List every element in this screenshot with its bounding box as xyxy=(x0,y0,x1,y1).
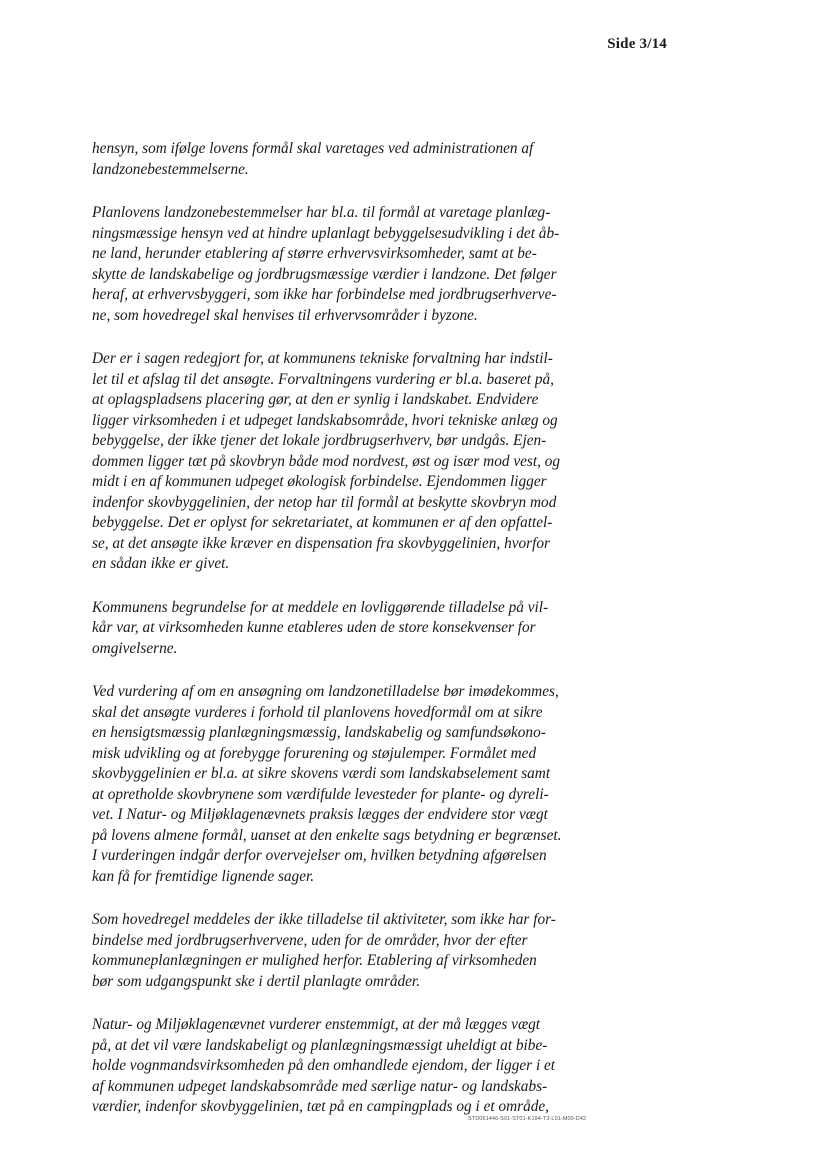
text-line: bebyggelse. Det er oplyst for sekretariatet, at kommunen er af den opfattel- xyxy=(92,514,553,531)
page-number: Side 3/14 xyxy=(607,36,667,52)
text-line: Ved vurdering af om en ansøgning om landzonetilladelse bør imødekommes, xyxy=(92,683,559,700)
text-line: Som hovedregel meddeles der ikke tilladelse til aktiviteter, som ikke har for- xyxy=(92,911,556,928)
text-line: Planlovens landzonebestemmelser har bl.a. til formål at varetage planlæg- xyxy=(92,204,551,221)
text-line: skovbyggelinien er bl.a. at sikre skovens værdi som landskabselement samt xyxy=(92,765,551,782)
text-line: omgivelserne. xyxy=(92,639,178,657)
text-line: ningsmæssige hensyn ved at hindre uplanlagt bebyggelsesudvikling i det åb- xyxy=(92,224,560,242)
text-line: kan få for fremtidige lignende sager. xyxy=(92,867,315,885)
text-line: indenfor skovbyggelinien, der netop har til formål at beskytte skovbryn mod xyxy=(92,493,557,511)
paragraph xyxy=(92,1015,622,1118)
document-body xyxy=(92,139,622,1141)
text-line: holde vognmandsvirksomheden på den omhandlede ejendom, der ligger i et xyxy=(92,1057,556,1074)
text-line: heraf, at erhvervsbyggeri, som ikke har forbindelse med jordbrugserhverve- xyxy=(92,286,557,303)
text-line: skytte de landskabelige og jordbrugsmæssige værdier i landzone. Det følger xyxy=(92,265,557,283)
paragraph xyxy=(92,682,622,887)
text-line: på, at det vil være landskabeligt og planlægningsmæssigt uheldigt at bibe- xyxy=(92,1036,548,1054)
paragraph xyxy=(92,598,622,660)
text-line: at opretholde skovbrynene som værdifulde levesteder for plante- og dyreli- xyxy=(92,785,549,803)
text-line: se, at det ansøgte ikke kræver en dispensation fra skovbyggelinien, hvorfor xyxy=(92,534,550,552)
paragraph xyxy=(92,910,622,992)
text-line: kommuneplanlægningen er mulighed herfor. Etablering af virksomheden xyxy=(92,952,537,969)
text-line: vet. I Natur- og Miljøklagenævnets praksis lægges der endvidere stor vægt xyxy=(92,806,548,823)
text-line: bindelse med jordbrugserhvervene, uden for de områder, hvor der efter xyxy=(92,931,528,949)
paragraph xyxy=(92,139,622,180)
text-line: en hensigtsmæssig planlægningsmæssig, landskabelig og samfundsøkono- xyxy=(92,724,546,741)
text-line: hensyn, som ifølge lovens formål skal varetages ved administrationen af xyxy=(92,140,534,157)
text-line: en sådan ikke er givet. xyxy=(92,555,230,572)
text-line: på lovens almene formål, uanset at den enkelte sags betydning er begrænset. xyxy=(92,826,562,844)
text-line: af kommunen udpeget landskabsområde med særlige natur- og landskabs- xyxy=(92,1077,548,1095)
text-line: Der er i sagen redegjort for, at kommunens tekniske forvaltning har indstil- xyxy=(92,350,553,367)
text-line: bør som udgangspunkt ske i dertil planlagte områder. xyxy=(92,972,421,990)
text-line: let til et afslag til det ansøgte. Forvaltningens vurdering er bl.a. baseret på, xyxy=(92,370,554,388)
document-code: STD061446-S01-ST01-K194-T3-L01-M00-D42 xyxy=(468,1116,587,1122)
text-line: midt i en af kommunen udpeget økologisk forbindelse. Ejendommen ligger xyxy=(92,473,547,490)
paragraph xyxy=(92,203,622,326)
text-line: ne land, herunder etablering af større erhvervsvirksomheder, samt at be- xyxy=(92,245,537,262)
text-line: I vurderingen indgår derfor overvejelser om, hvilken betydning afgørelsen xyxy=(92,847,547,864)
text-line: misk udvikling og at forebygge forurening og støjulemper. Formålet med xyxy=(92,744,537,762)
paragraph xyxy=(92,349,622,575)
text-line: dommen ligger tæt på skovbryn både mod nordvest, øst og især mod vest, og xyxy=(92,452,561,470)
text-line: værdier, indenfor skovbyggelinien, tæt på en campingplads og i et område, xyxy=(92,1098,550,1115)
text-line: skal det ansøgte vurderes i forhold til planlovens hovedformål om at sikre xyxy=(92,703,543,721)
text-line: Natur- og Miljøklagenævnet vurderer enstemmigt, at der må lægges vægt xyxy=(92,1016,541,1033)
text-line: Kommunens begrundelse for at meddele en lovliggørende tilladelse på vil- xyxy=(92,598,549,616)
text-line: kår var, at virksomheden kunne etableres uden de store konsekvenser for xyxy=(92,619,536,636)
text-line: landzonebestemmelserne. xyxy=(92,160,249,178)
text-line: ne, som hovedregel skal henvises til erhvervsområder i byzone. xyxy=(92,306,478,324)
text-line: at oplagspladsens placering gør, at den er synlig i landskabet. Endvidere xyxy=(92,391,539,408)
text-line: ligger virksomheden i et udpeget landskabsområde, hvori tekniske anlæg og xyxy=(92,411,558,429)
text-line: bebyggelse, der ikke tjener det lokale jordbrugserhverv, bør undgås. Ejen- xyxy=(92,432,547,449)
